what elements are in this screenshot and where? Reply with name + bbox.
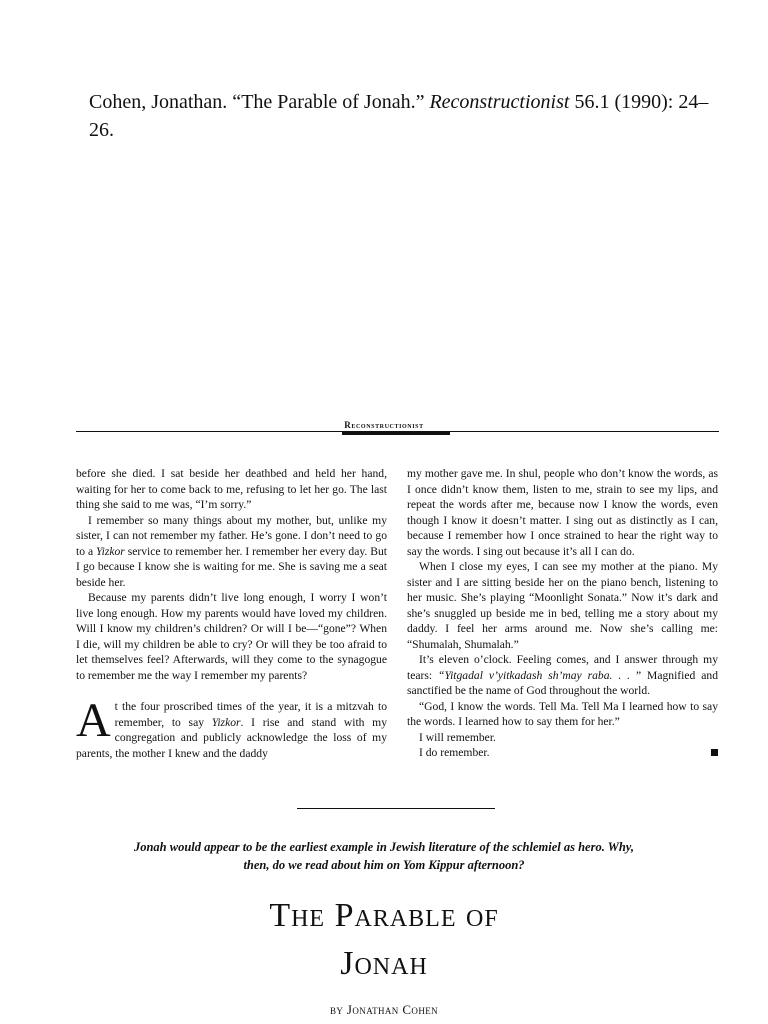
paragraph	[407, 745, 718, 761]
paragraph-text: . I rise and stand with my congregation and publicly acknowledge the loss of my parents, the mother I knew and the daddy	[76, 715, 387, 760]
running-head: Reconstructionist	[344, 420, 424, 430]
end-mark	[711, 749, 718, 756]
title-line: Jonah	[340, 945, 428, 982]
paragraph: before she died. I sat beside her deathbed and held her hand, waiting for her to come back to me, refusing to let her go. The last thing she said to me was, “I’m sorry.”	[76, 467, 387, 511]
paragraph-text: ” Magnified and sanctified be the name of God throughout the world.	[407, 668, 718, 697]
right-column	[407, 466, 718, 761]
article-deck: Jonah would appear to be the earliest example in Jewish literature of the schlemiel as hero. Why, then, do we read about him on Yom Kippur afternoon?	[133, 840, 635, 872]
paragraph-text: It’s eleven o’clock. Feeling comes, and I answer through my tears:	[407, 653, 718, 682]
citation	[89, 88, 729, 144]
paragraph-text: service to remember her. I remember her every day. But I go because I know she is waiting for me. She is saving me a seat beside her.	[76, 544, 387, 589]
paragraph-text: t the four proscribed times of the year, it is a mitzvah to remember, to say	[114, 700, 387, 729]
citation-prefix: Cohen, Jonathan. “The Parable of Jonah.”	[89, 91, 430, 113]
hebrew-prayer: “Yitgadal v’yitkadash sh’may raba. . .	[438, 668, 631, 682]
citation-journal: Reconstructionist	[429, 91, 570, 113]
paragraph-text: I remember so many things about my mother, but, unlike my sister, I can not remember my father. He’s gone. I don’t need to go to a	[76, 513, 387, 558]
section-divider	[297, 808, 495, 809]
yizkor-term: Yizkor	[96, 544, 125, 558]
paragraph: Because my parents didn’t live long enough, I worry I won’t live long enough. How my parents would have loved my children. Will I know my children’s children? Or will I be—“gone”? When I die, will my children be able to cry? Or will they be too afraid to let themselves feel? Afterwards, will they come to the synagogue to remember me the way I remember my parents?	[76, 591, 387, 682]
article-title	[0, 892, 768, 988]
paragraph: my mother gave me. In shul, people who don’t know the words, as I once didn’t know them, listen to me, strain to see my lips, and repeat the words after me, because now I know the words, even though I know it doesn’t matter. I sing out as distinctly as I can, because I remember how I once strained to hear the right way to say the words. I sing out because it’s all I can do.	[407, 467, 718, 558]
paragraph	[76, 694, 387, 761]
yizkor-term: Yizkor	[211, 715, 241, 729]
paragraph	[76, 513, 387, 591]
paragraph	[407, 652, 718, 699]
header-thick-rule	[342, 432, 450, 435]
byline: by Jonathan Cohen	[329, 1002, 439, 1017]
paragraph: When I close my eyes, I can see my mother at the piano. My sister and I are sitting beside her on the piano bench, listening to her music. She’s playing “Moonlight Sonata.” Now it’s dark and she’s snuggled up beside me in bed, telling me a story about my daddy. I feel her arms around me. Now she’s calling me: “Shumalah, Shumalah.”	[407, 560, 718, 651]
paragraph-text: I do remember.	[419, 746, 490, 759]
left-column	[76, 466, 387, 761]
citation-suffix: 56.1 (1990): 24–26.	[89, 91, 709, 141]
paragraph: “God, I know the words. Tell Ma. Tell Ma I learned how to say the words. I learned how to say them for her.”	[407, 699, 718, 728]
drop-cap: A	[76, 694, 111, 747]
paragraph: I will remember.	[419, 730, 496, 744]
title-line: The Parable of	[269, 897, 499, 934]
